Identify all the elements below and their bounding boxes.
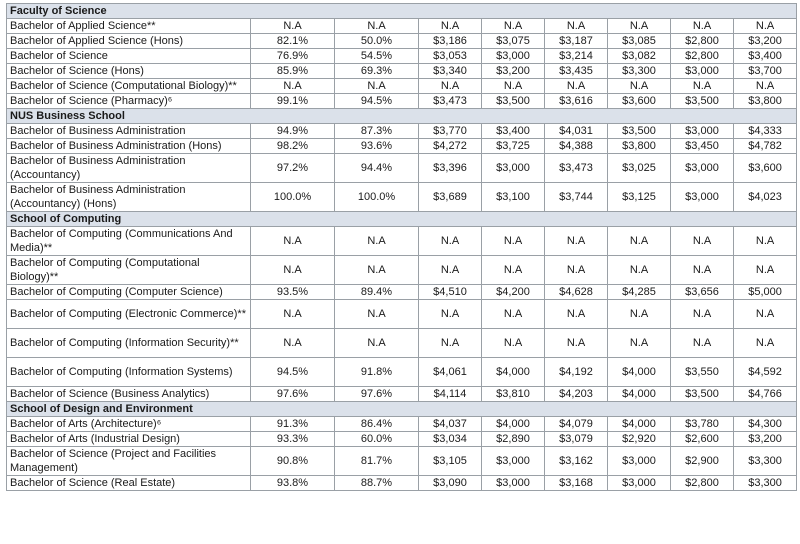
value-cell: $3,000 [608, 476, 671, 491]
value-cell: N.A [545, 300, 608, 329]
value-cell: 93.8% [251, 476, 335, 491]
value-cell: N.A [419, 256, 482, 285]
value-cell: N.A [482, 79, 545, 94]
value-cell: $3,340 [419, 64, 482, 79]
value-cell: 100.0% [335, 183, 419, 212]
value-cell: $2,600 [671, 432, 734, 447]
value-cell: N.A [545, 329, 608, 358]
value-cell: $3,700 [734, 64, 797, 79]
table-row [7, 19, 797, 34]
degree-name: Bachelor of Business Administration [7, 124, 251, 139]
value-cell: $3,400 [734, 49, 797, 64]
value-cell: N.A [419, 79, 482, 94]
table-row [7, 358, 797, 387]
degree-name: Bachelor of Science (Business Analytics) [7, 387, 251, 402]
value-cell: 91.8% [335, 358, 419, 387]
value-cell: $4,200 [482, 285, 545, 300]
value-cell: $3,500 [482, 94, 545, 109]
value-cell: $3,300 [608, 64, 671, 79]
table-row [7, 34, 797, 49]
value-cell: $3,000 [482, 447, 545, 476]
value-cell: $3,000 [671, 64, 734, 79]
value-cell: $4,000 [608, 417, 671, 432]
value-cell: $3,300 [734, 476, 797, 491]
value-cell: $4,192 [545, 358, 608, 387]
value-cell: N.A [734, 79, 797, 94]
employment-survey-table [6, 3, 797, 491]
value-cell: 94.9% [251, 124, 335, 139]
value-cell: N.A [734, 256, 797, 285]
value-cell: $3,000 [671, 124, 734, 139]
table-row [7, 329, 797, 358]
value-cell: $3,162 [545, 447, 608, 476]
value-cell: $4,023 [734, 183, 797, 212]
table-row [7, 432, 797, 447]
value-cell: $3,780 [671, 417, 734, 432]
value-cell: $3,125 [608, 183, 671, 212]
value-cell: N.A [545, 19, 608, 34]
value-cell: N.A [734, 19, 797, 34]
value-cell: $3,656 [671, 285, 734, 300]
value-cell: 94.5% [335, 94, 419, 109]
section-header-row [7, 4, 797, 19]
value-cell: N.A [608, 19, 671, 34]
value-cell: $3,600 [608, 94, 671, 109]
value-cell: $3,744 [545, 183, 608, 212]
value-cell: $2,800 [671, 49, 734, 64]
degree-name: Bachelor of Arts (Industrial Design) [7, 432, 251, 447]
value-cell: N.A [545, 227, 608, 256]
value-cell: N.A [734, 227, 797, 256]
value-cell: $4,285 [608, 285, 671, 300]
value-cell: N.A [251, 227, 335, 256]
value-cell: $3,168 [545, 476, 608, 491]
value-cell: N.A [335, 329, 419, 358]
value-cell: 97.6% [251, 387, 335, 402]
value-cell: $3,450 [671, 139, 734, 154]
value-cell: $4,510 [419, 285, 482, 300]
value-cell: N.A [671, 79, 734, 94]
value-cell: $3,200 [482, 64, 545, 79]
value-cell: N.A [671, 19, 734, 34]
section-title: School of Computing [7, 212, 797, 227]
value-cell: 69.3% [335, 64, 419, 79]
value-cell: $3,000 [671, 183, 734, 212]
value-cell: $3,025 [608, 154, 671, 183]
value-cell: $3,725 [482, 139, 545, 154]
value-cell: $4,114 [419, 387, 482, 402]
value-cell: $3,600 [734, 154, 797, 183]
value-cell: $3,435 [545, 64, 608, 79]
degree-name: Bachelor of Arts (Architecture)⁶ [7, 417, 251, 432]
section-title: School of Design and Environment [7, 402, 797, 417]
value-cell: $3,616 [545, 94, 608, 109]
value-cell: $3,105 [419, 447, 482, 476]
value-cell: $3,053 [419, 49, 482, 64]
degree-name: Bachelor of Applied Science (Hons) [7, 34, 251, 49]
value-cell: $3,300 [734, 447, 797, 476]
value-cell: 76.9% [251, 49, 335, 64]
value-cell: N.A [482, 19, 545, 34]
value-cell: N.A [482, 256, 545, 285]
table-row [7, 447, 797, 476]
value-cell: $4,272 [419, 139, 482, 154]
value-cell: $3,075 [482, 34, 545, 49]
value-cell: $3,550 [671, 358, 734, 387]
value-cell: $4,782 [734, 139, 797, 154]
value-cell: N.A [251, 19, 335, 34]
table-row [7, 139, 797, 154]
value-cell: N.A [335, 256, 419, 285]
value-cell: $3,079 [545, 432, 608, 447]
value-cell: N.A [482, 227, 545, 256]
value-cell: N.A [545, 79, 608, 94]
degree-name: Bachelor of Business Administration (Accountancy) [7, 154, 251, 183]
value-cell: N.A [671, 300, 734, 329]
value-cell: N.A [335, 227, 419, 256]
value-cell: N.A [734, 300, 797, 329]
value-cell: N.A [482, 300, 545, 329]
degree-name: Bachelor of Computing (Computer Science) [7, 285, 251, 300]
value-cell: 91.3% [251, 417, 335, 432]
value-cell: 50.0% [335, 34, 419, 49]
value-cell: $3,200 [734, 432, 797, 447]
table-row [7, 227, 797, 256]
value-cell: $3,400 [482, 124, 545, 139]
value-cell: 93.3% [251, 432, 335, 447]
degree-name: Bachelor of Science (Real Estate) [7, 476, 251, 491]
value-cell: 90.8% [251, 447, 335, 476]
value-cell: N.A [419, 300, 482, 329]
value-cell: $2,920 [608, 432, 671, 447]
table-row [7, 183, 797, 212]
value-cell: $3,186 [419, 34, 482, 49]
table-row [7, 124, 797, 139]
value-cell: N.A [335, 79, 419, 94]
table-row [7, 256, 797, 285]
value-cell: 97.6% [335, 387, 419, 402]
value-cell: N.A [545, 256, 608, 285]
value-cell: $3,473 [545, 154, 608, 183]
value-cell: N.A [251, 256, 335, 285]
value-cell: N.A [251, 79, 335, 94]
value-cell: $3,800 [608, 139, 671, 154]
value-cell: 100.0% [251, 183, 335, 212]
value-cell: $3,000 [482, 476, 545, 491]
value-cell: 93.6% [335, 139, 419, 154]
value-cell: 98.2% [251, 139, 335, 154]
degree-name: Bachelor of Applied Science** [7, 19, 251, 34]
degree-name: Bachelor of Science (Pharmacy)⁶ [7, 94, 251, 109]
value-cell: $3,770 [419, 124, 482, 139]
value-cell: $4,079 [545, 417, 608, 432]
value-cell: $3,396 [419, 154, 482, 183]
value-cell: $3,810 [482, 387, 545, 402]
value-cell: $3,090 [419, 476, 482, 491]
degree-name: Bachelor of Computing (Electronic Commerce)** [7, 300, 251, 329]
value-cell: N.A [482, 329, 545, 358]
value-cell: $4,766 [734, 387, 797, 402]
value-cell: $3,800 [734, 94, 797, 109]
value-cell: N.A [671, 256, 734, 285]
value-cell: 88.7% [335, 476, 419, 491]
value-cell: $2,900 [671, 447, 734, 476]
value-cell: N.A [734, 329, 797, 358]
value-cell: $3,500 [671, 387, 734, 402]
value-cell: $4,061 [419, 358, 482, 387]
value-cell: N.A [608, 256, 671, 285]
value-cell: $4,388 [545, 139, 608, 154]
value-cell: $4,000 [608, 358, 671, 387]
value-cell: N.A [608, 227, 671, 256]
value-cell: $3,000 [671, 154, 734, 183]
value-cell: N.A [419, 227, 482, 256]
value-cell: $4,333 [734, 124, 797, 139]
degree-name: Bachelor of Science [7, 49, 251, 64]
value-cell: $4,592 [734, 358, 797, 387]
table-row [7, 79, 797, 94]
table-row [7, 154, 797, 183]
value-cell: $4,203 [545, 387, 608, 402]
value-cell: 89.4% [335, 285, 419, 300]
section-header-row [7, 212, 797, 227]
value-cell: N.A [608, 329, 671, 358]
degree-name: Bachelor of Computing (Computational Biology)** [7, 256, 251, 285]
degree-name: Bachelor of Science (Computational Biology)** [7, 79, 251, 94]
value-cell: 93.5% [251, 285, 335, 300]
degree-name: Bachelor of Business Administration (Accountancy) (Hons) [7, 183, 251, 212]
value-cell: 82.1% [251, 34, 335, 49]
value-cell: N.A [671, 227, 734, 256]
value-cell: $3,214 [545, 49, 608, 64]
value-cell: $3,082 [608, 49, 671, 64]
value-cell: 85.9% [251, 64, 335, 79]
value-cell: $4,031 [545, 124, 608, 139]
value-cell: 60.0% [335, 432, 419, 447]
value-cell: $4,037 [419, 417, 482, 432]
section-title: Faculty of Science [7, 4, 797, 19]
value-cell: 87.3% [335, 124, 419, 139]
value-cell: $2,800 [671, 476, 734, 491]
value-cell: N.A [251, 300, 335, 329]
value-cell: N.A [335, 300, 419, 329]
value-cell: $4,000 [482, 358, 545, 387]
value-cell: $3,187 [545, 34, 608, 49]
value-cell: 81.7% [335, 447, 419, 476]
value-cell: 54.5% [335, 49, 419, 64]
value-cell: $3,689 [419, 183, 482, 212]
value-cell: $3,500 [608, 124, 671, 139]
value-cell: $2,800 [671, 34, 734, 49]
value-cell: 97.2% [251, 154, 335, 183]
value-cell: $3,500 [671, 94, 734, 109]
value-cell: N.A [608, 300, 671, 329]
table-row [7, 285, 797, 300]
value-cell: $3,100 [482, 183, 545, 212]
value-cell: N.A [335, 19, 419, 34]
section-title: NUS Business School [7, 109, 797, 124]
degree-name: Bachelor of Science (Project and Facilities Management) [7, 447, 251, 476]
table-row [7, 300, 797, 329]
table-row [7, 49, 797, 64]
table-row [7, 417, 797, 432]
value-cell: $3,000 [482, 49, 545, 64]
table-row [7, 64, 797, 79]
value-cell: 94.5% [251, 358, 335, 387]
degree-name: Bachelor of Business Administration (Hons) [7, 139, 251, 154]
value-cell: $4,000 [608, 387, 671, 402]
value-cell: 94.4% [335, 154, 419, 183]
value-cell: $5,000 [734, 285, 797, 300]
value-cell: $4,628 [545, 285, 608, 300]
value-cell: $4,300 [734, 417, 797, 432]
value-cell: N.A [608, 79, 671, 94]
value-cell: $3,000 [608, 447, 671, 476]
degree-name: Bachelor of Computing (Information Security)** [7, 329, 251, 358]
table-row [7, 476, 797, 491]
value-cell: N.A [419, 329, 482, 358]
value-cell: $3,200 [734, 34, 797, 49]
value-cell: $2,890 [482, 432, 545, 447]
value-cell: $3,034 [419, 432, 482, 447]
section-header-row [7, 402, 797, 417]
degree-name: Bachelor of Computing (Communications And Media)** [7, 227, 251, 256]
value-cell: 86.4% [335, 417, 419, 432]
value-cell: N.A [419, 19, 482, 34]
value-cell: $4,000 [482, 417, 545, 432]
degree-name: Bachelor of Science (Hons) [7, 64, 251, 79]
value-cell: $3,000 [482, 154, 545, 183]
degree-name: Bachelor of Computing (Information Systems) [7, 358, 251, 387]
value-cell: N.A [251, 329, 335, 358]
table-row [7, 94, 797, 109]
table-row [7, 387, 797, 402]
value-cell: $3,085 [608, 34, 671, 49]
table-body [7, 4, 797, 491]
value-cell: N.A [671, 329, 734, 358]
value-cell: $3,473 [419, 94, 482, 109]
value-cell: 99.1% [251, 94, 335, 109]
section-header-row [7, 109, 797, 124]
